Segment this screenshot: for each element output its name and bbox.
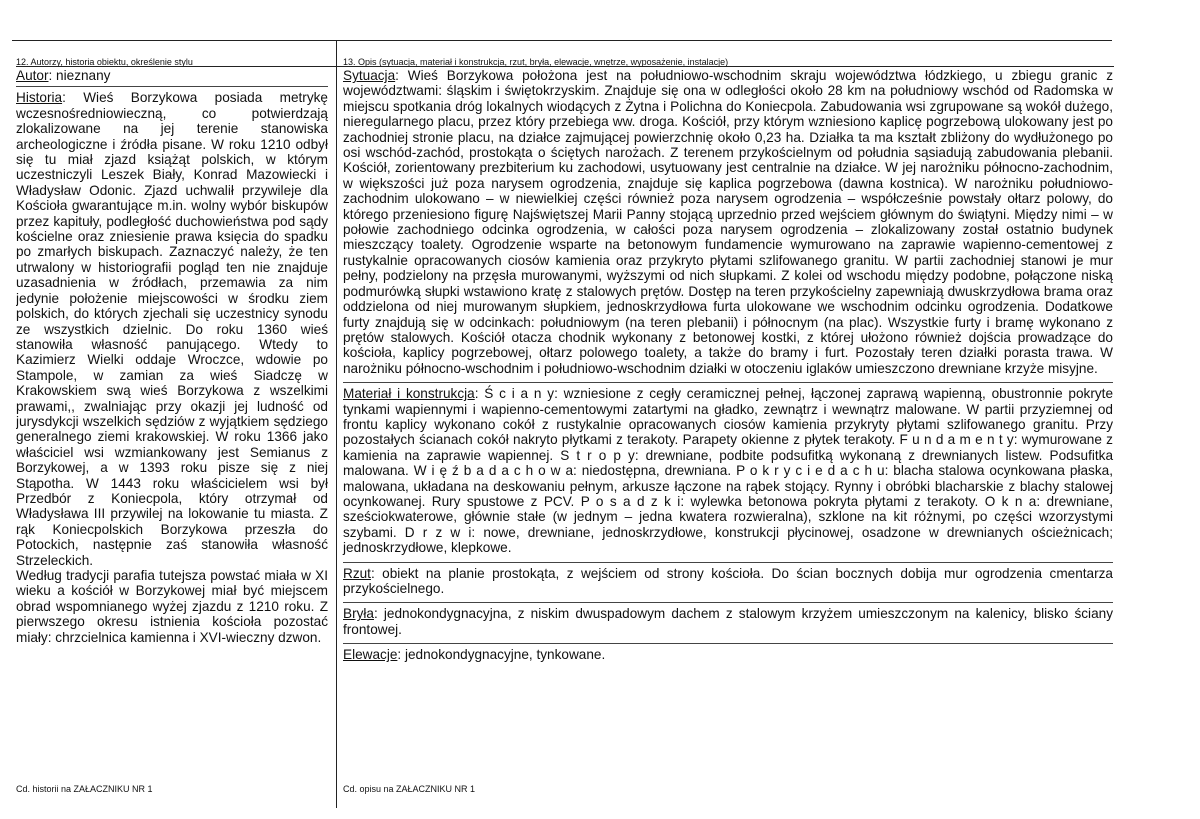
historia-paragraph	[16, 90, 328, 568]
rzut-text: : obiekt na planie prostokąta, z wejściem od strony kościoła. Do ścian bocznych dobija mur ogrodzenia cmentarza przykościelnego.	[343, 565, 1113, 596]
bryla-label: Bryła	[343, 606, 374, 622]
section-divider	[343, 382, 1113, 383]
elewacje-paragraph	[343, 647, 1113, 662]
autor-label: Autor	[16, 68, 49, 83]
material-keyword: F u n d a m e n t y	[899, 432, 1014, 448]
description-column-header: 13. Opis (sytuacja, materiał i konstrukcja, rzut, bryła, elewacje, wnętrze, wyposażenie, instalacje)	[343, 57, 729, 67]
description-footer: Cd. opisu na ZAŁACZNIKU NR 1	[343, 784, 476, 794]
material-keyword-text: : blacha stalowa ocynkowana płaska, malowana, układana na deskowaniu pełnym, arkusze łączone na rąbek stojący. Rynny i obróbki blacharskie z blachy stalowej ocynkowanej. Rury spustowe z PCV.	[343, 463, 1113, 509]
material-keyword-text: : nowe, drewniane, jednoskrzydłowe, konstrukcji płycinowej, osadzone w drewnianych ościeżnicach; jednoskrzydłowe, klepkowe.	[343, 524, 1113, 556]
section-divider	[343, 562, 1113, 563]
section-divider	[343, 602, 1113, 603]
historia-label: Historia	[16, 90, 63, 106]
material-keyword: S t r o p y	[560, 447, 635, 463]
autor-value: : nieznany	[48, 68, 111, 83]
description-column	[336, 40, 1114, 808]
material-keyword: Ś c i a n y	[484, 386, 555, 402]
material-keyword: D r z w i	[404, 524, 472, 540]
historia-text: : Wieś Borzykowa posiada metrykę wczesnośredniowieczną, co potwierdzają zlokalizowane na jej terenie stanowiska archeologiczne i źródła pisane. W roku 1210 odbył się tu miał zjazd książąt polskich, w którym uczestniczyli Leszek Biały, Konrad Mazowiecki i Władysław Odonic. Zjazd uchwalił przywileje dla Kościoła gwarantujące m.in. wolny wybór biskupów przez kapituły, podległość duchowieństwa pod sądy kościelne oraz zniesienie prawa księcia do spadku po zmarłych biskupach. Zaznaczyć należy, że ten utrwalony w historiografii pogląd ten nie znajduje uzasadnienia w źródłach, przemawia za nim jedynie położenie miejscowości w środku ziem polskich, do których zjechali się uczestnicy synodu ze wszystkich dzielnic. Do roku 1360 wieś stanowiła własność panującego. Wtedy to Kazimierz Wielki oddaje Wroczce, wdowie po Stampole, w zamian za wieś Siadczę w Krakowskiem swą wieś Borzykowa z wszelkimi prawami,, zwalniając przy okazji jej ludność od jurysdykcji wszelkich sędziów z wyjątkiem sędziego generalnego ziemi krakowskiej. W roku 1366 jako właściciel wsi wzmiankowany jest Semianus z Borzykowej, a w 1393 roku pisze się z niej Stąpotha. W 1443 roku właścicielem wsi był Przedbór z Koniecpola, który otrzymał od Władysława III przywilej na lokowanie tu miasta. Z rąk Koniecpolskich Borzykowa przeszła do Potockich, następnie zaś stanowiła własność Strzeleckich.	[16, 90, 328, 568]
header-rule	[337, 66, 1114, 67]
material-parts	[343, 386, 1113, 555]
material-keyword-text: : wzniesione z cegły ceramicznej pełnej, łączonej zaprawą wapienną, obustronnie pokryte tynkami wapiennymi i wapienno-cementowymi zatartymi na gładko, zewnątrz i wewnątrz malowane. W partii przyziemnej od frontu kaplicy wykonano cokół z rustykalnie opracowanych ciosów kamienia przykryty płytami szlifowanego granitu. Przy pozostałych ścianach cokół nakryto płytkami z terakoty. Parapety okienne z płytek terakoty.	[343, 386, 1114, 448]
material-keyword: O k n a	[984, 493, 1037, 509]
autor-line	[16, 68, 328, 83]
bryla-text: : jednokondygnacyjna, z niskim dwuspadowym dachem z stalowym krzyżem umieszczonym na kalenicy, blisko ściany frontowej.	[343, 606, 1113, 637]
history-column	[16, 40, 336, 808]
card-sheet	[12, 40, 1192, 808]
header-rule	[16, 66, 336, 67]
rzut-paragraph	[343, 566, 1113, 597]
section-divider	[343, 643, 1113, 644]
material-keyword-text: : drewniane, sześciokwaterowe, głównie stałe (w jednym – jedna kwatera rozwieralna), szklone na kit różnymi, po części wzorzystymi szybami.	[343, 493, 1114, 540]
material-keyword-text: : niedostępna, drewniana.	[573, 463, 737, 479]
material-keyword-text: : wylewka betonowa pokryta płytami z terakoty.	[680, 493, 985, 509]
elewacje-label: Elewacje	[343, 647, 398, 663]
rzut-label: Rzut	[343, 565, 371, 581]
material-paragraph	[343, 386, 1113, 555]
history-column-header: 12. Autorzy, historia obiektu, określenie stylu	[16, 57, 193, 67]
section-divider	[16, 86, 328, 87]
material-sep: :	[474, 386, 485, 402]
material-keyword-text: : drewniane, podbite podsufitką wykonaną z drewnianych listew. Podsufitka malowana.	[343, 447, 1114, 479]
description-body	[343, 68, 1113, 669]
sytuacja-text: : Wieś Borzykowa położona jest na południowo-wschodnim skraju województwa łódzkiego, u zbiegu granic z województwami: śląskim i świętokrzyskim. Znajduje się ona w odległości około 28 km na południowy wschód od Radomska w miejscu spotkania dróg lokalnych wiodących z Żytna i Polichna do Koniecpola. Zabudowania wsi zgrupowane są wokół dużego, nieregularnego placu, przez który przebiega ww. droga. Kościół, przy którym wzniesiono kaplicę pogrzebową ulokowany jest po zachodniej stronie placu, na działce zajmującej powierzchnię około 0,23 ha. Działka ta ma kształt zbliżony do wydłużonego po osi wschód-zachód, prostokąta o ściętych narożach. Z terenem przykościelnym od południa sąsiadują zabudowania plebanii. Kościół, zorientowany prezbiterium ku zachodowi, usytuowany jest centralnie na działce. W jej narożniku północno-zachodnim, w większości już poza narysem ogrodzenia, znajduje się kaplica pogrzebowa (dawna kostnica). W narożniku południowo-zachodnim ulokowano – w niewielkiej części również poza narysem ogrodzenia – współcześnie powstały ołtarz polowy, do którego przeniesiono figurę Najświętszej Marii Panny stojącą uprzednio przed wejściem głównym do świątyni. Między nimi – w połowie zachodniego odcinka ogrodzenia, w całości poza narysem ogrodzenia – zlokalizowany został ostatnio budynek mieszczący toalety. Ogrodzenie wsparte na betonowym fundamencie wymurowano na zaprawie wapienno-cementowej z rustykalnie opracowanych ciosów kamienia oraz przykryto płytami szlifowanego granitu. W partii zachodniej stanowi je mur pełny, podzielony na przęsła murowanymi, wyższymi od nich słupkami. Z kolei od wschodu między podobne, połączone niską podmurówką słupki wstawiono kratę z stalowych prętów. Dostęp na teren przykościelny zapewniają dwuskrzydłowa brama oraz oddzielona od niej murowanym słupkiem, jednoskrzydłowa furta ulokowane we wschodnim odcinku ogrodzenia. Dodatkowe furty znajdują się w odcinkach: południowym (na teren plebanii) i północnym (na plac). Wszystkie furty i bramę wykonano z prętów stalowych. Kościół otacza chodnik wykonany z betonowej kostki, z której ułożono również dojścia prowadzące do kościoła, kaplicy pogrzebowej, ołtarz polowego toalety, a także do bramy i furt. Pozostały teren działki porasta trawa. W narożniku północno-wschodnim i południowo-wschodnim działki w otoczeniu iglaków umieszczono drewniane krzyże misyjne.	[343, 68, 1113, 376]
elewacje-text: : jednokondygnacyjne, tynkowane.	[397, 647, 606, 663]
history-footer: Cd. historii na ZAŁACZNIKU NR 1	[16, 784, 153, 794]
sytuacja-label: Sytuacja	[343, 68, 396, 83]
bryla-paragraph	[343, 606, 1113, 637]
sytuacja-paragraph	[343, 68, 1113, 376]
tradycja-paragraph: Według tradycji parafia tutejsza powstać miała w XI wieku a kościół w Borzykowej miał być miejscem obrad wspomnianego wyżej zjazdu z 1210 roku. Z pierwszego okresu istnienia kościoła pozostać miały: chrzcielnica kamienna i XVI-wieczny dzwon.	[16, 568, 328, 645]
material-keyword-text: : wymurowane z kamienia na zaprawie wapiennej.	[343, 432, 1113, 463]
material-keyword: W i ę ź b a d a c h o w a	[413, 463, 574, 479]
material-keyword: P o k r y c i e d a c h u	[736, 463, 885, 479]
material-keyword: P o s a d z k i	[580, 493, 681, 509]
history-body	[16, 68, 328, 645]
material-label: Materiał i konstrukcja	[343, 386, 475, 402]
